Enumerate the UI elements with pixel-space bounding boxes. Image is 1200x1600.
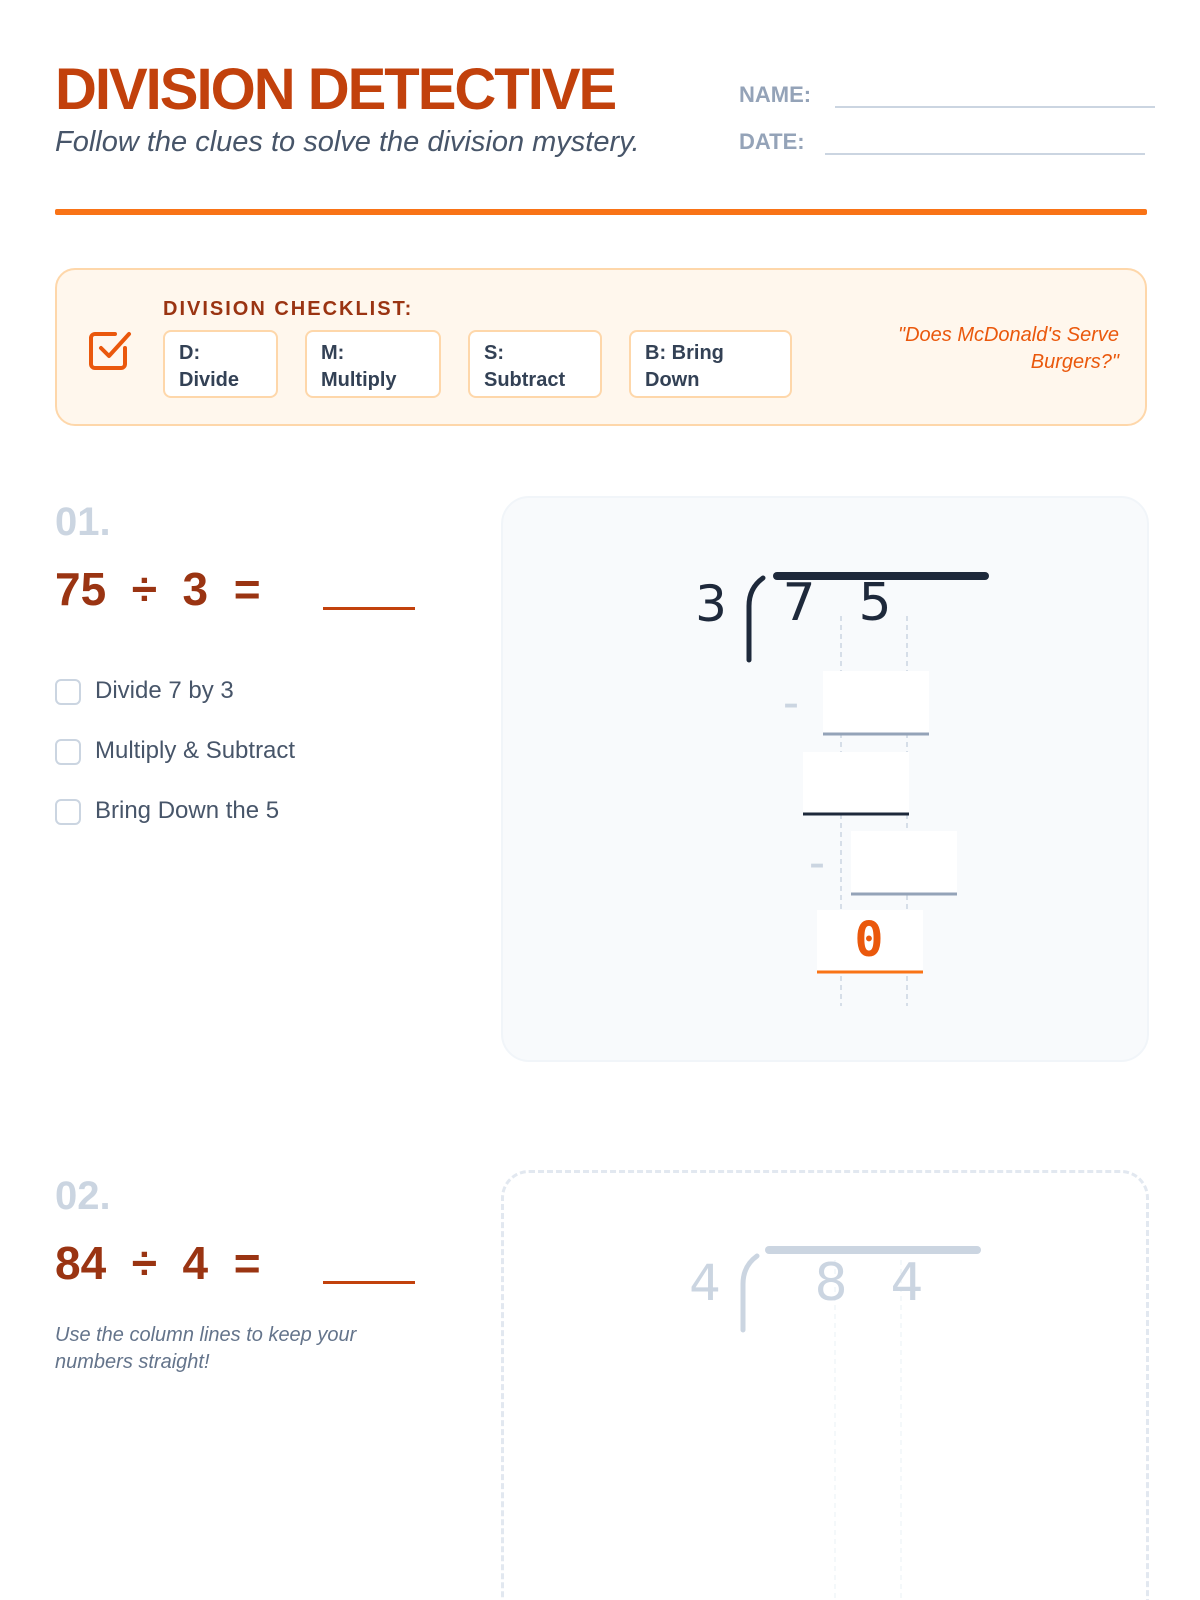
problem-1-equals: = (233, 563, 261, 615)
date-line[interactable] (825, 153, 1145, 155)
checklist-title: DIVISION CHECKLIST: (163, 298, 414, 320)
page-subtitle: Follow the clues to solve the division mystery. (55, 126, 640, 158)
division-checklist (55, 268, 1147, 426)
step-subtract-label: S: Subtract (484, 342, 566, 391)
step-divide (163, 330, 278, 398)
problem-1-answer-blank[interactable] (323, 607, 415, 610)
dividend-digit-1: 7 (782, 573, 816, 633)
problem-1-equation (55, 562, 261, 616)
problem-2-dividend: 84 (55, 1237, 107, 1289)
step-divide-label: D: Divide (179, 342, 240, 391)
divisor: 3 (695, 575, 727, 633)
problem-2-equals: = (233, 1237, 261, 1289)
problem-2-operator: ÷ (131, 1237, 157, 1289)
name-label: NAME: (739, 82, 812, 107)
problem-2-divisor: 4 (182, 1237, 209, 1289)
page-title: DIVISION DETECTIVE (55, 57, 616, 122)
problem-1-divisor: 3 (182, 563, 209, 615)
name-field[interactable] (739, 68, 1159, 108)
division-bracket (749, 578, 763, 660)
checkbox-check-icon (85, 326, 133, 374)
step-multiply (305, 330, 441, 398)
long-division-panel-2 (501, 1170, 1149, 1600)
problem-2-answer-blank[interactable] (323, 1281, 415, 1284)
header-divider (55, 209, 1147, 215)
problem-2-equation (55, 1236, 261, 1290)
problem-2-number: 02. (55, 1174, 111, 1218)
problem-1-number: 01. (55, 500, 111, 544)
long-division-workspace-1 (501, 496, 1149, 1062)
mnemonic-quote: "Does McDonald's Serve Burgers?" (897, 324, 1119, 373)
problem-1-operator: ÷ (131, 563, 157, 615)
problem-2-hint: Use the column lines to keep your numbers straight! (55, 1324, 357, 1373)
worksheet-header (55, 56, 1147, 216)
task-3-checkbox[interactable] (55, 799, 81, 825)
dividend2-digit-1: 8 (814, 1253, 848, 1313)
date-label: DATE: (739, 129, 805, 154)
product-box-2[interactable] (851, 831, 957, 893)
dividend-digit-2: 5 (858, 573, 892, 633)
step-bring-down-label: B: Bring Down (645, 342, 724, 391)
minus-sign-2: – (809, 847, 825, 882)
step-bring-down (629, 330, 792, 398)
minus-sign-1: – (783, 687, 799, 722)
step-subtract (468, 330, 602, 398)
task-3-label: Bring Down the 5 (95, 797, 280, 824)
step-multiply-label: M: Multiply (321, 342, 397, 391)
product-box-1[interactable] (823, 671, 929, 733)
division-bracket-2 (743, 1256, 757, 1330)
dividend2-digit-2: 4 (890, 1253, 924, 1313)
divisor-2: 4 (689, 1254, 721, 1312)
problem-1-dividend: 75 (55, 563, 107, 615)
task-2-label: Multiply & Subtract (95, 737, 296, 764)
long-division-workspace-2 (501, 1170, 1149, 1600)
task-1-checkbox[interactable] (55, 679, 81, 705)
long-division-panel-1 (501, 496, 1149, 1062)
name-line[interactable] (835, 106, 1155, 108)
remainder-value: 0 (854, 912, 884, 968)
date-field[interactable] (739, 115, 1159, 155)
difference-box-1[interactable] (803, 752, 909, 814)
task-2-checkbox[interactable] (55, 739, 81, 765)
task-1-label: Divide 7 by 3 (95, 677, 234, 704)
